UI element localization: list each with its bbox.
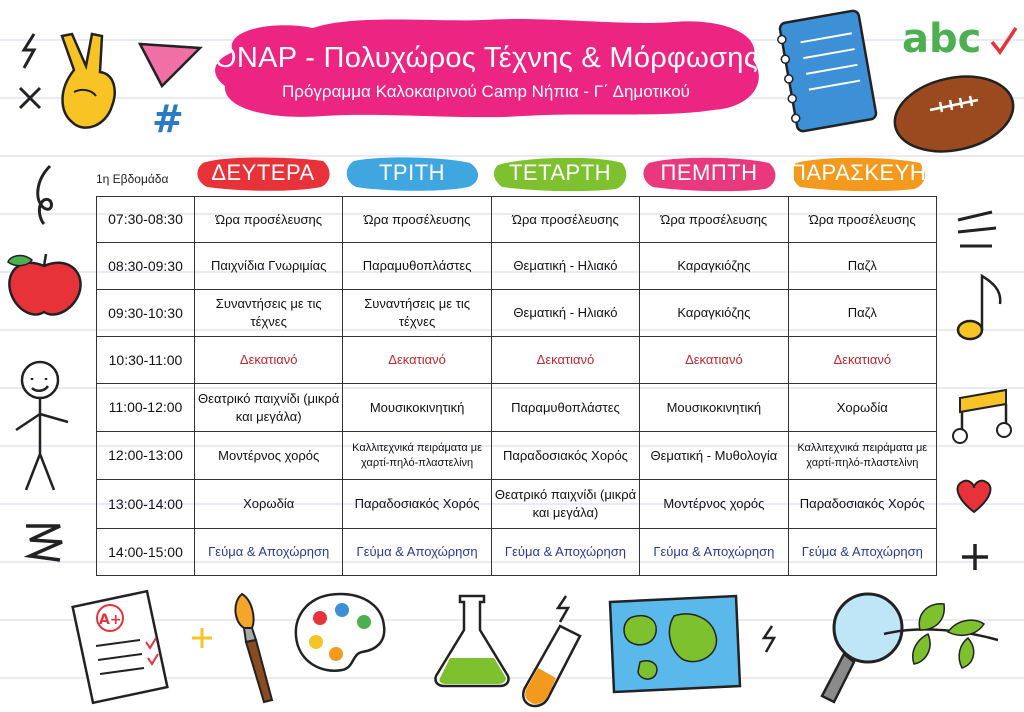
day-label: ΠΕΜΠΤΗ xyxy=(660,160,758,185)
plus-icon xyxy=(958,540,992,574)
time-slot: 10:30-11:00 xyxy=(97,337,195,384)
paintbrush-icon xyxy=(222,588,282,708)
activity-cell: Καραγκιόζης xyxy=(640,243,788,290)
flask-icon xyxy=(430,590,520,690)
activity-cell: Παραμυθοπλάστες xyxy=(491,384,639,432)
abc-letters-icon xyxy=(896,4,1022,64)
activity-cell: Μουσικοκινητική xyxy=(640,384,788,432)
palette-icon xyxy=(290,588,390,678)
activity-cell: Θεματική - Ηλιακό xyxy=(491,290,639,337)
football-icon xyxy=(890,70,1020,160)
abc-letters: abc xyxy=(902,16,982,62)
test-tube-icon xyxy=(520,620,590,710)
activity-cell: Μουσικοκινητική xyxy=(343,384,491,432)
activity-cell: Ώρα προσέλευσης xyxy=(788,197,936,243)
activity-cell: Ώρα προσέλευσης xyxy=(491,197,639,243)
activity-cell: Μοντέρνος χορός xyxy=(195,432,343,480)
schedule-table xyxy=(96,196,937,576)
activity-cell: Καλλιτεχνικά πειράματα με χαρτί-πηλό-πλαστελίνη xyxy=(343,432,491,480)
activity-cell: Παιχνίδια Γνωριμίας xyxy=(195,243,343,290)
day-label: ΤΕΤΑΡΤΗ xyxy=(508,160,612,185)
time-slot: 13:00-14:00 xyxy=(97,480,195,529)
activity-cell: Θεατρικό παιχνίδι (μικρά και μεγάλα) xyxy=(195,384,343,432)
activity-cell: Χορωδία xyxy=(788,384,936,432)
lightning-small-icon xyxy=(756,624,792,654)
day-label: ΔΕΥΤΕΡΑ xyxy=(211,160,315,185)
double-note-icon xyxy=(950,384,1020,454)
table-row xyxy=(97,432,937,480)
activity-cell: Συναντήσεις με τις τέχνες xyxy=(195,290,343,337)
activity-cell: Παζλ xyxy=(788,290,936,337)
swirl-icon xyxy=(30,160,60,230)
heart-icon xyxy=(952,474,996,518)
time-slot: 12:00-13:00 xyxy=(97,432,195,480)
activity-cell: Παραδοσιακός Χορός xyxy=(491,432,639,480)
peace-hand-icon xyxy=(44,30,134,150)
zigzag-icon xyxy=(20,518,70,568)
notebook-icon xyxy=(774,8,884,138)
time-slot: 08:30-09:30 xyxy=(97,243,195,290)
activity-cell: Παραμυθοπλάστες xyxy=(343,243,491,290)
sparkle-icon xyxy=(190,626,214,650)
header-banner xyxy=(203,12,769,122)
break-cell: Δεκατιανό xyxy=(640,337,788,384)
break-cell: Δεκατιανό xyxy=(788,337,936,384)
activity-cell: Συναντήσεις με τις τέχνες xyxy=(343,290,491,337)
table-row xyxy=(97,243,937,290)
activity-cell: Ώρα προσέλευσης xyxy=(640,197,788,243)
lines-icon xyxy=(952,206,1002,256)
page-title: ΟΝΑΡ - Πολυχώρος Τέχνης & Μόρφωσης xyxy=(213,42,758,74)
activity-cell: Καλλιτεχνικά πειράματα με χαρτί-πηλό-πλαστελίνη xyxy=(788,432,936,480)
grade-mark: A+ xyxy=(99,612,122,628)
activity-cell: Θεματική - Ηλιακό xyxy=(491,243,639,290)
page-subtitle: Πρόγραμμα Καλοκαιρινού Camp Νήπια - Γ΄ Δημοτικού xyxy=(282,82,690,101)
lunch-cell: Γεύμα & Αποχώρηση xyxy=(195,529,343,576)
activity-cell: Χορωδία xyxy=(195,480,343,529)
apple-icon xyxy=(2,252,86,322)
table-row xyxy=(97,384,937,432)
time-slot: 11:00-12:00 xyxy=(97,384,195,432)
day-header-tuesday xyxy=(344,153,480,193)
stick-figure-icon xyxy=(6,358,76,498)
lunch-cell: Γεύμα & Αποχώρηση xyxy=(343,529,491,576)
map-icon xyxy=(600,588,750,698)
table-row xyxy=(97,480,937,529)
magnifier-leaf-icon xyxy=(808,588,1018,710)
activity-cell: Ώρα προσέλευσης xyxy=(343,197,491,243)
activity-cell: Θεατρικό παιχνίδι (μικρά και μεγάλα) xyxy=(491,480,639,529)
week-label: 1η Εβδομάδα xyxy=(96,172,169,186)
lunch-cell: Γεύμα & Αποχώρηση xyxy=(788,529,936,576)
activity-cell: Ώρα προσέλευσης xyxy=(195,197,343,243)
activity-cell: Θεματική - Μυθολογία xyxy=(640,432,788,480)
activity-cell: Παραδοσιακός Χορός xyxy=(343,480,491,529)
table-row xyxy=(97,290,937,337)
day-label: ΠΑΡΑΣΚΕΥΗ xyxy=(790,160,927,185)
day-header-thursday xyxy=(641,153,777,193)
activity-cell: Καραγκιόζης xyxy=(640,290,788,337)
time-slot: 07:30-08:30 xyxy=(97,197,195,243)
break-cell: Δεκατιανό xyxy=(343,337,491,384)
table-row xyxy=(97,197,937,243)
activity-cell: Μοντέρνος χορός xyxy=(640,480,788,529)
table-row xyxy=(97,337,937,384)
day-header-monday xyxy=(195,153,331,193)
activity-cell: Παζλ xyxy=(788,243,936,290)
lunch-cell: Γεύμα & Αποχώρηση xyxy=(491,529,639,576)
hash-symbol: # xyxy=(152,97,184,138)
day-header-wednesday xyxy=(492,153,628,193)
time-slot: 09:30-10:30 xyxy=(97,290,195,337)
activity-cell: Παραδοσιακός Χορός xyxy=(788,480,936,529)
time-slot: 14:00-15:00 xyxy=(97,529,195,576)
day-label: ΤΡΙΤΗ xyxy=(378,160,446,185)
triangle-hash-icon xyxy=(134,38,214,138)
table-row xyxy=(97,529,937,576)
lunch-cell: Γεύμα & Αποχώρηση xyxy=(640,529,788,576)
music-note-icon xyxy=(952,270,1012,350)
graded-paper-icon xyxy=(66,588,176,706)
break-cell: Δεκατιανό xyxy=(491,337,639,384)
break-cell: Δεκατιανό xyxy=(195,337,343,384)
